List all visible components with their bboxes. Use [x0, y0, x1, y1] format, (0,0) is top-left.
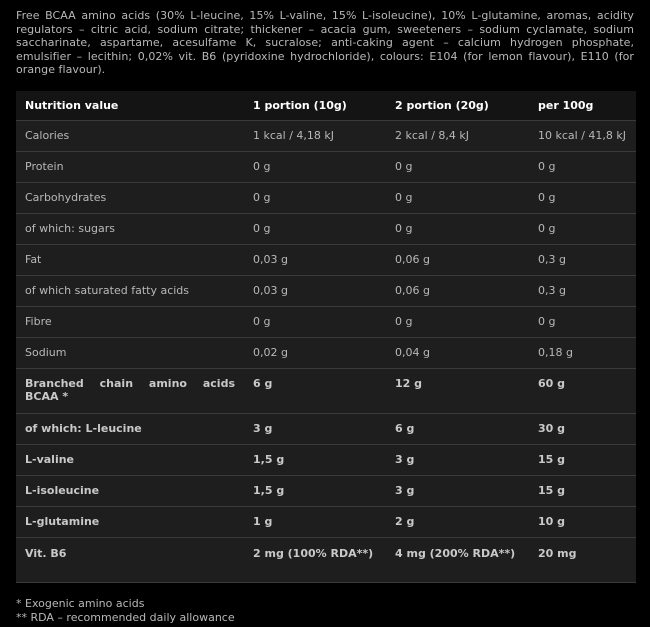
table-row	[16, 306, 636, 337]
row-value-2-portion: 0,04 g	[386, 337, 529, 368]
footnote-exogenic: * Exogenic amino acids	[16, 596, 145, 610]
row-value-2-portion: 2 kcal / 8,4 kJ	[386, 120, 529, 151]
row-label: Calories	[16, 120, 244, 151]
ingredients-text: Free BCAA amino acids (30% L-leucine, 15% L-valine, 15% L-isoleucine), 10% L-glutamine, aromas, acidity regulators – citric acid, sodium citrate; thickener – acacia gum, sweeteners – sodium cyclamate, sodium saccharinate, aspartame, acesulfame K, sucralose; anti-caking agent – calcium hydrogen phosphate, emulsifier – lecithin; 0,02% vit. B6 (pyridoxine hydrochloride), colours: E104 (for lemon flavour), E110 (for orange flavour).	[16, 9, 634, 76]
table-row	[16, 213, 636, 244]
row-value-1-portion: 0,03 g	[244, 244, 386, 275]
row-value-2-portion: 6 g	[386, 413, 529, 444]
header-nutrition-value: Nutrition value	[16, 91, 244, 121]
row-value-1-portion: 2 mg (100% RDA**)	[244, 537, 386, 582]
row-value-1-portion: 0 g	[244, 213, 386, 244]
row-value-2-portion: 3 g	[386, 444, 529, 475]
row-label: Vit. B6	[16, 537, 244, 582]
header-2-portion: 2 portion (20g)	[386, 91, 529, 121]
row-value-1-portion: 0 g	[244, 151, 386, 182]
table-row	[16, 182, 636, 213]
row-value-2-portion: 0 g	[386, 151, 529, 182]
table-row	[16, 275, 636, 306]
row-value-per-100g: 0,3 g	[529, 275, 636, 306]
table-row	[16, 244, 636, 275]
row-value-2-portion: 3 g	[386, 475, 529, 506]
row-value-2-portion: 0 g	[386, 182, 529, 213]
row-value-per-100g: 0 g	[529, 151, 636, 182]
row-value-2-portion: 0,06 g	[386, 244, 529, 275]
row-value-1-portion: 0,02 g	[244, 337, 386, 368]
row-label: Protein	[16, 151, 244, 182]
row-label: of which saturated fatty acids	[16, 275, 244, 306]
row-label: of which: L-leucine	[16, 413, 244, 444]
row-label: L-glutamine	[16, 506, 244, 537]
table-row	[16, 120, 636, 151]
row-value-2-portion: 2 g	[386, 506, 529, 537]
row-value-per-100g: 0,18 g	[529, 337, 636, 368]
row-value-per-100g: 30 g	[529, 413, 636, 444]
row-value-1-portion: 1,5 g	[244, 444, 386, 475]
row-value-1-portion: 6 g	[244, 368, 386, 413]
table-row	[16, 151, 636, 182]
table-row	[16, 475, 636, 506]
row-value-1-portion: 1 g	[244, 506, 386, 537]
row-value-2-portion: 4 mg (200% RDA**)	[386, 537, 529, 582]
nutrition-table	[16, 91, 636, 583]
table-row	[16, 368, 636, 413]
header-1-portion: 1 portion (10g)	[244, 91, 386, 121]
row-value-1-portion: 1,5 g	[244, 475, 386, 506]
row-value-1-portion: 1 kcal / 4,18 kJ	[244, 120, 386, 151]
table-header-row	[16, 91, 636, 121]
row-value-1-portion: 0 g	[244, 306, 386, 337]
row-label: Branched chain amino acids BCAA *	[16, 368, 244, 413]
row-value-per-100g: 0,3 g	[529, 244, 636, 275]
table-row	[16, 413, 636, 444]
row-value-per-100g: 10 g	[529, 506, 636, 537]
row-label: of which: sugars	[16, 213, 244, 244]
row-value-per-100g: 10 kcal / 41,8 kJ	[529, 120, 636, 151]
table-row	[16, 506, 636, 537]
row-label: Sodium	[16, 337, 244, 368]
row-value-per-100g: 0 g	[529, 306, 636, 337]
row-label: Carbohydrates	[16, 182, 244, 213]
table-row	[16, 537, 636, 582]
row-value-1-portion: 3 g	[244, 413, 386, 444]
row-value-per-100g: 15 g	[529, 444, 636, 475]
footnote-rda: ** RDA – recommended daily allowance	[16, 610, 235, 624]
row-value-per-100g: 20 mg	[529, 537, 636, 582]
row-value-2-portion: 0 g	[386, 213, 529, 244]
row-value-per-100g: 15 g	[529, 475, 636, 506]
row-value-2-portion: 0,06 g	[386, 275, 529, 306]
row-value-per-100g: 0 g	[529, 182, 636, 213]
row-label: Fibre	[16, 306, 244, 337]
row-label: L-isoleucine	[16, 475, 244, 506]
row-label: L-valine	[16, 444, 244, 475]
table-row	[16, 444, 636, 475]
row-value-2-portion: 12 g	[386, 368, 529, 413]
row-label: Fat	[16, 244, 244, 275]
row-value-1-portion: 0 g	[244, 182, 386, 213]
row-value-2-portion: 0 g	[386, 306, 529, 337]
row-value-per-100g: 60 g	[529, 368, 636, 413]
footnotes	[16, 597, 634, 625]
row-value-per-100g: 0 g	[529, 213, 636, 244]
row-value-1-portion: 0,03 g	[244, 275, 386, 306]
table-row	[16, 337, 636, 368]
header-per-100g: per 100g	[529, 91, 636, 121]
